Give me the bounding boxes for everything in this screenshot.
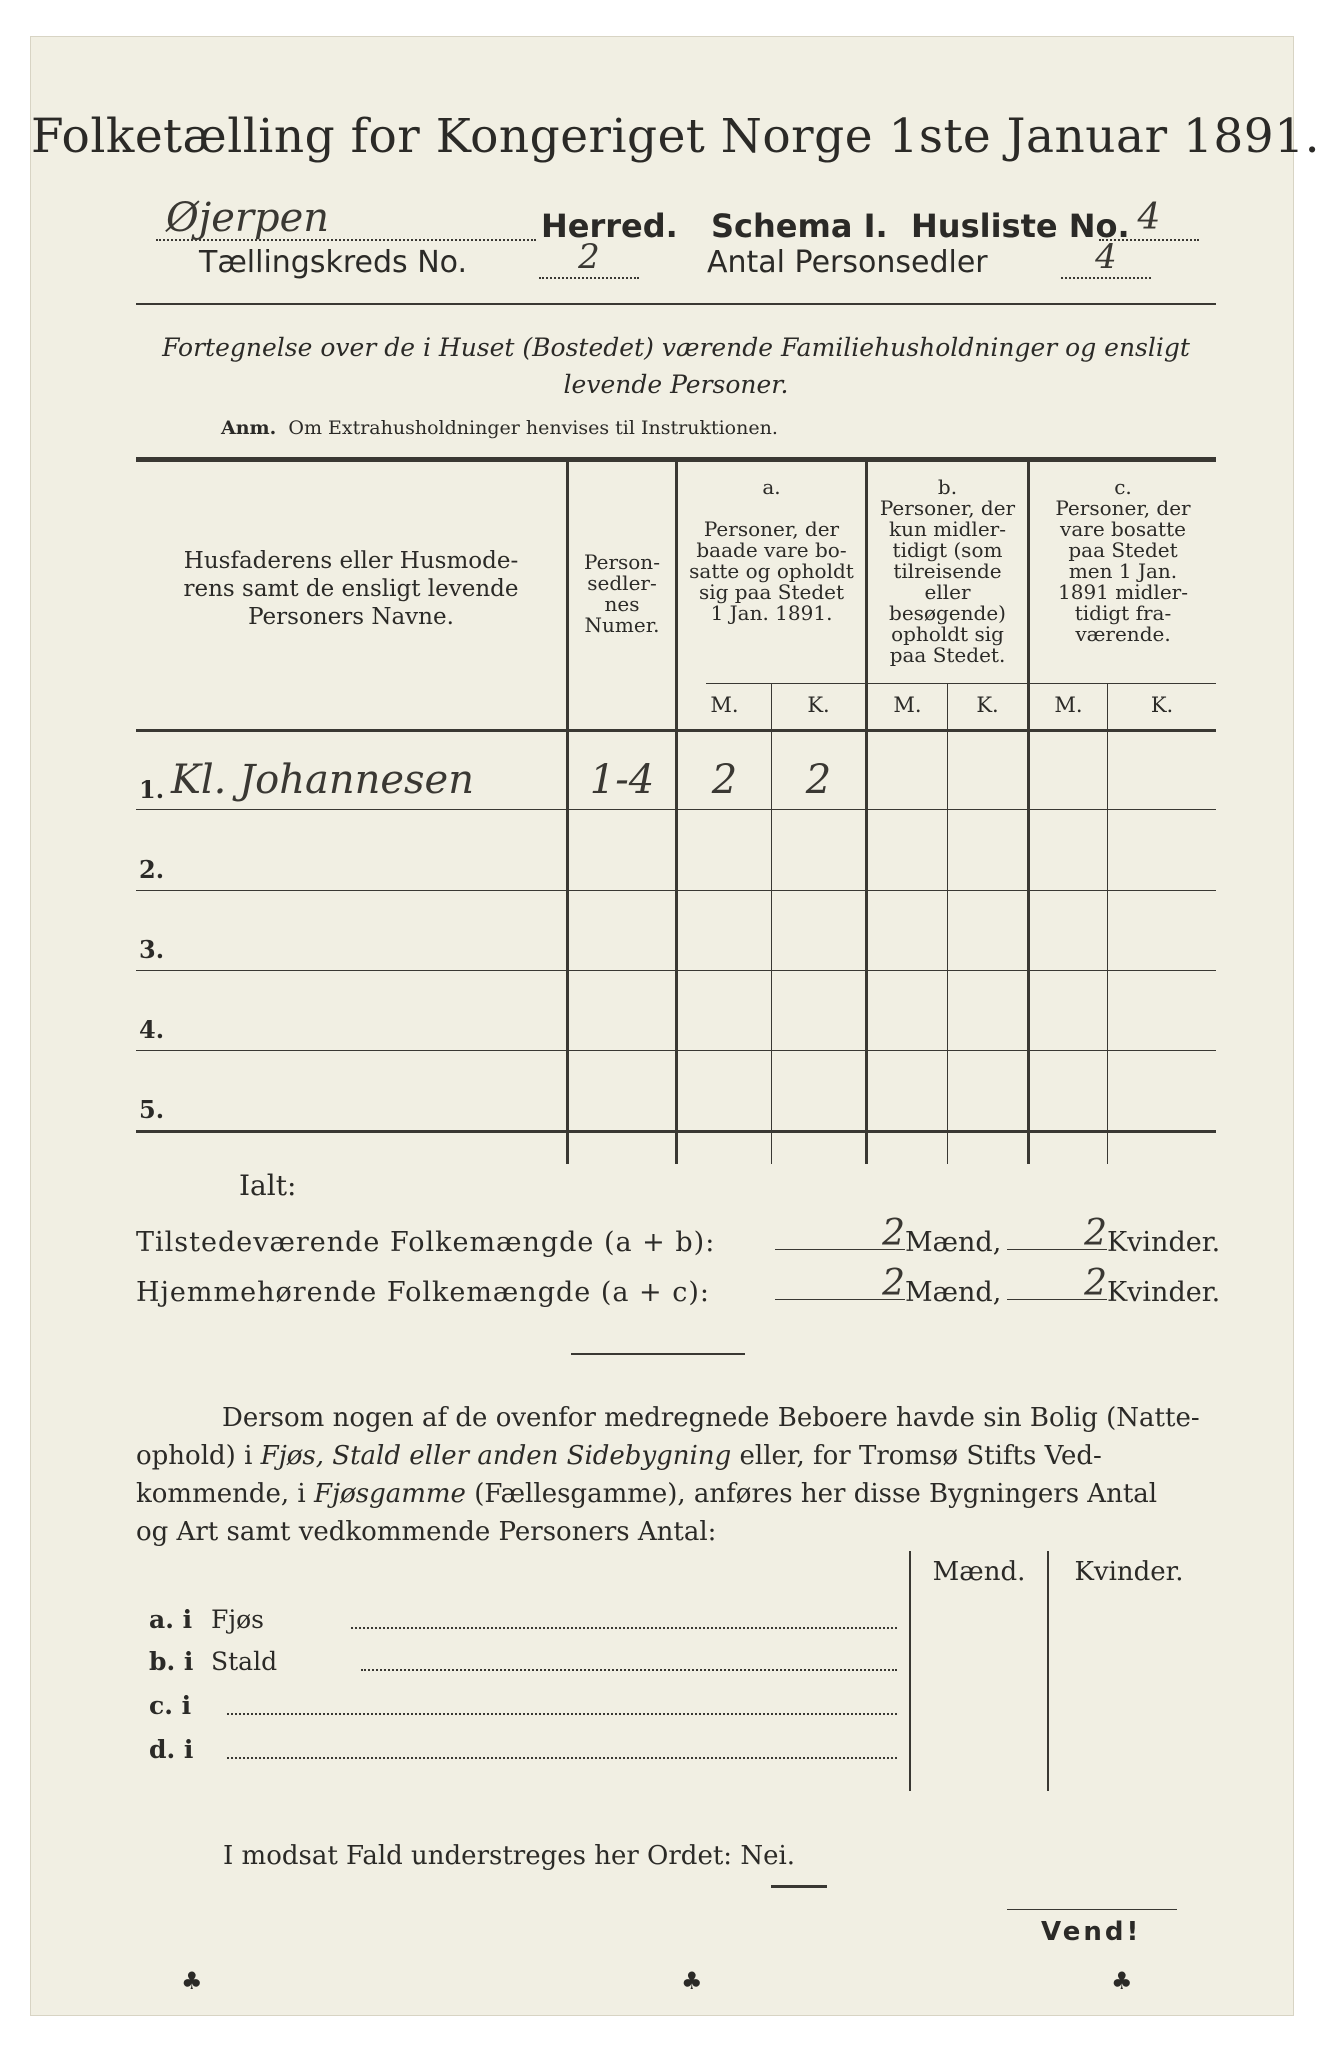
subtitle-line-2: levende Personer. xyxy=(563,370,789,399)
herred-value: Øjerpen xyxy=(156,195,536,241)
mk-c-k: K. xyxy=(1150,693,1174,717)
p3c: (Fællesgamme), anføres her disse Bygningers Antal xyxy=(465,1479,1158,1509)
short-divider xyxy=(571,1353,745,1355)
tilstede-kvinder-label: Kvinder. xyxy=(1107,1227,1221,1258)
mk-b-k: K. xyxy=(976,693,999,717)
hjemme-maend-value: 2 xyxy=(775,1263,905,1300)
table-bottom-rule xyxy=(136,1131,1216,1133)
personsedler-label: Antal Personsedler xyxy=(707,245,988,280)
printer-mark-left: ♣ xyxy=(181,1967,203,1995)
c-l4: men 1 Jan. xyxy=(1068,559,1178,583)
names-h1: Husfaderens eller Husmode- xyxy=(183,548,519,574)
c-l2: vare bosatte xyxy=(1060,517,1186,541)
nei-underline xyxy=(771,1885,827,1888)
b-letter: b. xyxy=(937,475,958,499)
annotation xyxy=(221,417,778,439)
c-l5: 1891 midler- xyxy=(1058,580,1188,604)
b-l6: besøgende) xyxy=(889,601,1006,625)
buildings-maend-header: Mænd. xyxy=(932,1557,1026,1587)
col-header-numer xyxy=(571,552,673,636)
building-b-label: Stald xyxy=(211,1647,278,1676)
row-number-4: 4. xyxy=(139,1015,165,1044)
tilstede-kvinder-value: 2 xyxy=(1007,1213,1107,1250)
numer-h2: sedler- xyxy=(587,571,657,595)
paragraph-line-4: og Art samt vedkommende Personers Antal: xyxy=(136,1517,717,1547)
c-l3: paa Stedet xyxy=(1068,538,1178,562)
numer-h3: nes xyxy=(604,592,640,616)
a-l5: 1 Jan. 1891. xyxy=(710,601,833,625)
p3a: kommende, i xyxy=(136,1479,314,1509)
printer-mark-right: ♣ xyxy=(1111,1967,1133,1995)
subtitle xyxy=(136,329,1216,403)
modsat-text xyxy=(223,1841,795,1871)
mk-b-m: M. xyxy=(893,693,922,717)
b-l5: eller xyxy=(924,580,971,604)
printer-mark-center: ♣ xyxy=(681,1967,703,1995)
a-l4: sig paa Stedet xyxy=(698,580,845,604)
row-line-3 xyxy=(136,970,1216,971)
anm-label: Anm. xyxy=(221,417,277,439)
buildings-kvinder-header: Kvinder. xyxy=(1074,1557,1184,1587)
subtitle-line-1: Fortegnelse over de i Huset (Bostedet) værende Familiehusholdninger og ensligt xyxy=(162,333,1190,362)
b-l7: opholdt sig xyxy=(891,622,1004,646)
b-l3: tidigt (som xyxy=(892,538,1003,562)
row-line-2 xyxy=(136,890,1216,891)
c-l1: Personer, der xyxy=(1055,496,1191,520)
names-h3: Personers Navne. xyxy=(248,604,454,630)
mk-rule xyxy=(706,683,1216,684)
mk-a-k: K. xyxy=(807,693,830,717)
row-1-a-k: 2 xyxy=(805,757,832,803)
census-form xyxy=(30,36,1320,2016)
p2a: ophold) i xyxy=(136,1441,261,1471)
divider xyxy=(136,303,1216,305)
a-l1: Personer, der xyxy=(703,517,840,541)
herred-label: Herred. xyxy=(541,207,678,245)
building-c-letter: c. i xyxy=(149,1691,192,1720)
nei-word: Nei. xyxy=(740,1841,796,1871)
building-a-label: Fjøs xyxy=(211,1605,264,1634)
c-l7: værende. xyxy=(1075,622,1171,646)
hjemme-kvinder-label: Kvinder. xyxy=(1107,1277,1221,1308)
personsedler-value: 4 xyxy=(1061,237,1151,279)
col-line-5 xyxy=(947,683,948,1164)
col-line-3 xyxy=(771,683,772,1164)
numer-h4: Numer. xyxy=(584,613,660,637)
ialt-label: Ialt: xyxy=(239,1169,297,1202)
b-l1: Personer, der xyxy=(879,496,1016,520)
building-a-dots xyxy=(351,1627,897,1629)
p2c: eller, for Tromsø Stifts Ved- xyxy=(731,1441,1102,1471)
taellingskreds-label: Tællingskreds No. xyxy=(199,245,467,280)
row-number-3: 3. xyxy=(139,935,165,964)
row-line-4 xyxy=(136,1050,1216,1051)
hjemme-maend-label: Mænd, xyxy=(905,1277,1002,1308)
names-h2: rens samt de ensligt levende xyxy=(183,576,519,602)
taellingskreds-value: 2 xyxy=(539,237,639,279)
vend-rule xyxy=(1007,1909,1177,1910)
b-l4: tilreisende xyxy=(893,559,1002,583)
row-number-2: 2. xyxy=(139,855,165,884)
c-l6: tidigt fra- xyxy=(1074,601,1172,625)
a-l2: baade vare bo- xyxy=(696,538,847,562)
tilstede-maend-label: Mænd, xyxy=(905,1227,1002,1258)
a-l3: satte og opholdt xyxy=(689,559,854,583)
mk-a-m: M. xyxy=(710,693,739,717)
paragraph-line-1: Dersom nogen af de ovenfor medregnede Beboere havde sin Bolig (Natte- xyxy=(222,1403,1200,1433)
modsat-label: I modsat Fald understreges her Ordet: xyxy=(223,1841,733,1871)
p2b: Fjøs, Stald eller anden Sidebygning xyxy=(260,1441,732,1471)
building-b-letter: b. i xyxy=(149,1647,194,1676)
building-c-dots xyxy=(227,1713,897,1715)
tilstede-maend-value: 2 xyxy=(775,1213,905,1250)
row-number-5: 5. xyxy=(139,1095,165,1124)
row-1-name: Kl. Johannesen xyxy=(171,757,474,803)
col-header-names xyxy=(141,547,561,631)
c-letter: c. xyxy=(1114,475,1132,499)
row-number-1: 1. xyxy=(139,775,165,804)
p3b: Fjøsgamme xyxy=(314,1479,466,1509)
buildings-col-line-2 xyxy=(1047,1551,1049,1791)
husliste-value: 4 xyxy=(1099,197,1199,241)
building-a-letter: a. i xyxy=(149,1605,193,1634)
col-header-c xyxy=(1030,477,1216,645)
paragraph-line-3 xyxy=(136,1475,1216,1513)
a-letter: a. xyxy=(762,475,781,499)
b-l2: kun midler- xyxy=(889,517,1006,541)
paragraph xyxy=(136,1399,1216,1551)
row-line-1 xyxy=(136,809,1216,810)
building-b-dots xyxy=(361,1669,897,1671)
tilstede-label: Tilstedeværende Folkemængde (a + b): xyxy=(136,1227,716,1258)
building-d-letter: d. i xyxy=(149,1735,194,1764)
numer-h1: Person- xyxy=(584,550,660,574)
mk-c-m: M. xyxy=(1054,693,1083,717)
husliste-label: Husliste No. xyxy=(911,207,1130,245)
row-1-a-m: 2 xyxy=(711,757,738,803)
hjemme-label: Hjemmehørende Folkemængde (a + c): xyxy=(136,1277,710,1308)
buildings-col-line-1 xyxy=(909,1551,911,1791)
schema-label: Schema I. xyxy=(711,207,888,245)
b-l8: paa Stedet. xyxy=(889,643,1006,667)
vend-label: Vend! xyxy=(1041,1917,1142,1947)
building-d-dots xyxy=(227,1757,897,1759)
form-title: Folketælling for Kongeriget Norge 1ste Januar 1891. xyxy=(31,109,1320,164)
row-1-numer: 1-4 xyxy=(589,757,655,803)
paragraph-line-2 xyxy=(136,1437,1216,1475)
col-header-a xyxy=(678,477,865,624)
col-line-7 xyxy=(1107,683,1108,1164)
col-line-1 xyxy=(566,462,569,1164)
hjemme-kvinder-value: 2 xyxy=(1007,1263,1107,1300)
anm-text: Om Extrahusholdninger henvises til Instruktionen. xyxy=(288,417,778,439)
col-header-b xyxy=(868,477,1027,666)
